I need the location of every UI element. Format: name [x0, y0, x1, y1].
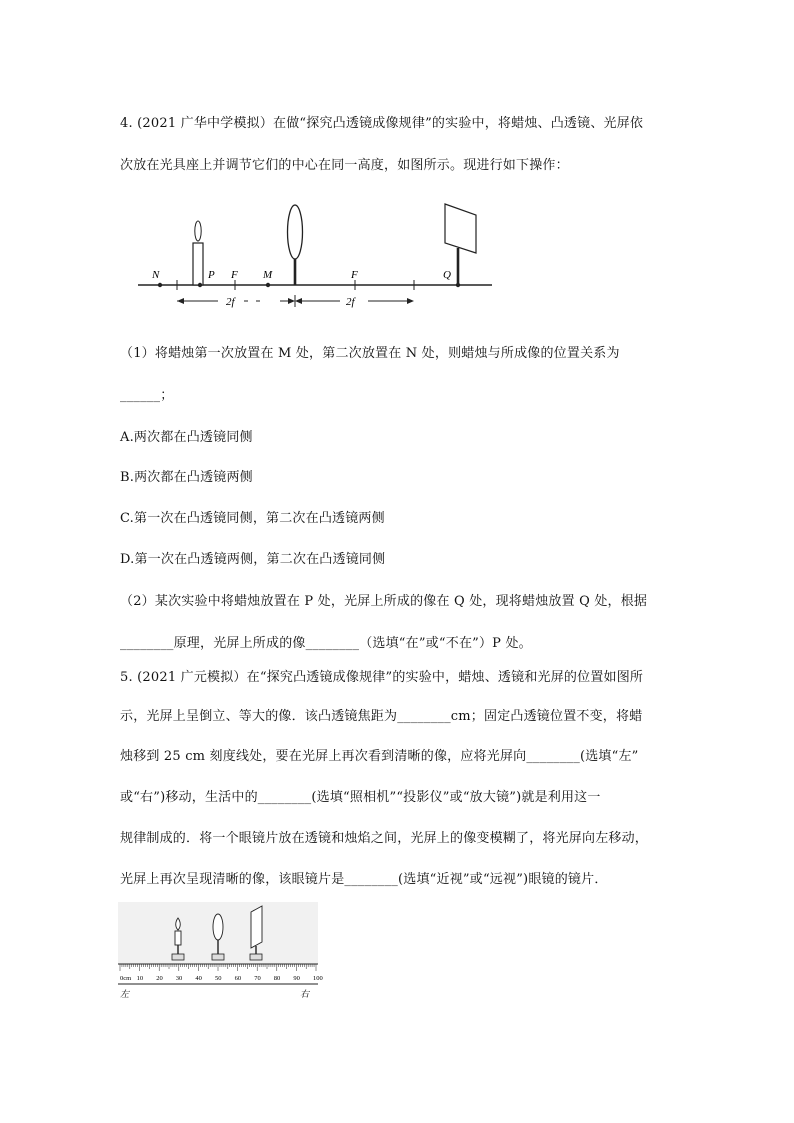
candle-body	[193, 243, 203, 285]
convex-lens	[213, 914, 223, 940]
point-P	[198, 283, 202, 287]
candle-flame	[195, 221, 201, 241]
label-2f-right: 2f	[346, 296, 355, 308]
q5-line-1: 5. (2021 广元模拟）在“探究凸透镜成像规律”的实验中，蜡烛、透镜和光屏的位置如图所	[120, 670, 644, 685]
q4-sub2-line-1: （2）某次实验中将蜡烛放置在 P 处，光屏上所成的像在 Q 处，现将蜡烛放置 Q 处，根据	[120, 594, 648, 609]
ruler-tick-label: 60	[234, 975, 242, 982]
direction-label-right: 右	[300, 989, 310, 999]
ruler-tick-label: 0cm	[120, 975, 132, 982]
ruler-tick-label: 50	[215, 975, 222, 982]
q5-line-5: 规律制成的．将一个眼镜片放在透镜和烛焰之间，光屏上的像变模糊了，将光屏向左移动，	[120, 831, 649, 846]
ruler-tick-label: 20	[156, 975, 163, 982]
candle-flame	[176, 918, 181, 930]
q5-line-4: 或“右”)移动，生活中的________(选填“照相机”“投影仪”或“放大镜”)就是利用这一	[120, 790, 601, 805]
q4-sub2-line-2: ________原理，光屏上所成的像________（选填“在”或“不在”）P 处。	[120, 636, 532, 651]
ruler-tick-label: 80	[273, 975, 281, 982]
screen-holder	[250, 954, 262, 960]
q4-option-a: A.两次都在凸透镜同侧	[120, 430, 253, 445]
convex-lens	[288, 205, 303, 259]
label-M: M	[263, 269, 273, 281]
q4-stem-line-2: 次放在光具座上并调节它们的中心在同一高度，如图所示。现进行如下操作：	[120, 158, 569, 173]
label-F-right: F	[351, 269, 358, 281]
label-P: P	[208, 269, 215, 281]
point-Q	[456, 283, 460, 287]
q4-sub1-blank-line: ______；	[120, 388, 174, 403]
q4-sub1-line-1: （1）将蜡烛第一次放置在 M 处，第二次放置在 N 处，则蜡烛与所成像的位置关系为	[120, 346, 620, 361]
ruler-tick-labels	[120, 975, 323, 982]
ruler-tick-label: 10	[136, 975, 144, 982]
ruler-tick-label: 90	[293, 975, 300, 982]
direction-label-left: 左	[120, 989, 130, 999]
label-F-left: F	[231, 269, 238, 281]
candle-body	[175, 931, 181, 945]
point-N	[158, 283, 162, 287]
ruler-ticks	[120, 964, 316, 971]
ruler-tick-label: 40	[195, 975, 202, 982]
q4-option-b: B.两次都在凸透镜两侧	[120, 470, 253, 485]
label-Q: Q	[443, 269, 451, 281]
light-screen	[251, 906, 262, 948]
lens-holder	[212, 954, 224, 960]
q5-line-6: 光屏上再次呈现清晰的像，该眼镜片是________(选填“近视”或“远视”)眼镜的镜片．	[120, 872, 608, 887]
q5-line-2: 示，光屏上呈倒立、等大的像．该凸透镜焦距为________cm；固定凸透镜位置不变，将蜡	[120, 709, 643, 724]
ruler-tick-label: 100	[313, 975, 323, 982]
q4-stem-line-1: 4. (2021 广华中学模拟）在做“探究凸透镜成像规律”的实验中，将蜡烛、凸透镜、光屏依	[120, 116, 644, 131]
q5-line-3: 烛移到 25 cm 刻度线处，要在光屏上再次看到清晰的像，应将光屏向________(选填“左”	[120, 749, 639, 764]
ruler-tick-label: 30	[175, 975, 183, 982]
label-2f-left: 2f	[226, 296, 235, 308]
q4-option-d: D.第一次在凸透镜两侧，第二次在凸透镜同侧	[120, 552, 386, 567]
candle-holder	[172, 954, 184, 960]
label-N: N	[152, 269, 160, 281]
ruler-tick-label: 70	[254, 975, 261, 982]
q5-optical-bench-ruler-figure	[118, 902, 323, 1002]
q4-option-c: C.第一次在凸透镜同侧，第二次在凸透镜两侧	[120, 511, 385, 526]
q4-optical-bench-figure	[130, 198, 500, 310]
light-screen	[445, 204, 476, 253]
point-M	[266, 283, 270, 287]
